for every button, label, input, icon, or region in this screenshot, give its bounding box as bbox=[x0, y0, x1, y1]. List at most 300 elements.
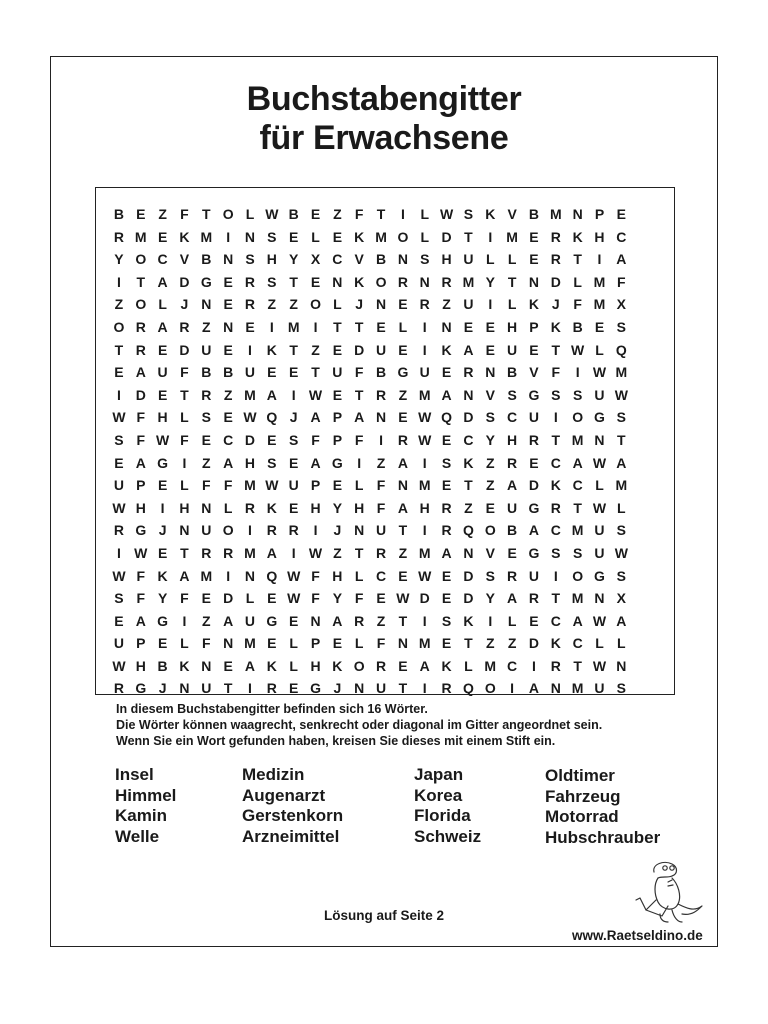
grid-cell[interactable]: N bbox=[244, 228, 256, 245]
grid-cell[interactable]: B bbox=[572, 318, 583, 335]
grid-cell[interactable]: L bbox=[398, 318, 408, 335]
grid-cell[interactable]: L bbox=[245, 590, 255, 607]
grid-cell[interactable]: C bbox=[550, 522, 561, 539]
grid-cell[interactable]: S bbox=[551, 544, 561, 561]
grid-cell[interactable]: T bbox=[223, 680, 233, 697]
grid-cell[interactable]: I bbox=[510, 680, 515, 697]
grid-cell[interactable]: E bbox=[157, 386, 168, 403]
grid-cell[interactable]: R bbox=[113, 228, 124, 245]
grid-cell[interactable]: K bbox=[266, 499, 277, 516]
grid-cell[interactable]: E bbox=[398, 409, 408, 426]
grid-cell[interactable]: E bbox=[594, 318, 605, 335]
grid-cell[interactable]: U bbox=[507, 499, 518, 516]
grid-cell[interactable]: H bbox=[244, 454, 256, 471]
grid-cell[interactable]: N bbox=[310, 612, 321, 629]
grid-cell[interactable]: L bbox=[420, 228, 430, 245]
grid-cell[interactable]: A bbox=[354, 409, 365, 426]
grid-cell[interactable]: A bbox=[572, 454, 583, 471]
grid-cell[interactable]: R bbox=[550, 228, 561, 245]
grid-cell[interactable]: F bbox=[180, 431, 189, 448]
grid-cell[interactable]: R bbox=[244, 499, 256, 516]
grid-cell[interactable]: C bbox=[550, 612, 561, 629]
grid-cell[interactable]: U bbox=[244, 364, 256, 381]
grid-cell[interactable]: C bbox=[572, 477, 583, 494]
grid-cell[interactable]: D bbox=[550, 273, 561, 290]
grid-cell[interactable]: M bbox=[615, 364, 628, 381]
grid-cell[interactable]: A bbox=[266, 544, 277, 561]
grid-cell[interactable]: R bbox=[419, 296, 430, 313]
grid-cell[interactable]: R bbox=[354, 612, 365, 629]
grid-cell[interactable]: E bbox=[289, 680, 299, 697]
grid-cell[interactable]: B bbox=[375, 251, 387, 268]
grid-cell[interactable]: T bbox=[180, 386, 189, 403]
grid-cell[interactable]: C bbox=[507, 409, 518, 426]
grid-cell[interactable]: N bbox=[397, 477, 408, 494]
grid-cell[interactable]: F bbox=[354, 590, 364, 607]
grid-cell[interactable]: M bbox=[375, 228, 387, 245]
grid-cell[interactable]: S bbox=[267, 228, 277, 245]
grid-cell[interactable]: E bbox=[529, 454, 539, 471]
grid-cell[interactable]: A bbox=[135, 612, 146, 629]
grid-cell[interactable]: N bbox=[179, 680, 190, 697]
grid-cell[interactable]: E bbox=[289, 612, 299, 629]
grid-cell[interactable]: M bbox=[418, 544, 431, 561]
grid-cell[interactable]: E bbox=[267, 590, 277, 607]
grid-cell[interactable]: A bbox=[332, 612, 343, 629]
grid-cell[interactable]: Y bbox=[332, 499, 343, 516]
grid-cell[interactable]: U bbox=[463, 296, 474, 313]
grid-cell[interactable]: K bbox=[266, 341, 277, 358]
grid-cell[interactable]: E bbox=[223, 409, 233, 426]
grid-cell[interactable]: L bbox=[617, 635, 626, 652]
grid-cell[interactable]: Z bbox=[202, 454, 211, 471]
grid-cell[interactable]: Q bbox=[266, 567, 278, 584]
grid-cell[interactable]: U bbox=[528, 409, 540, 426]
grid-cell[interactable]: I bbox=[532, 657, 536, 674]
grid-cell[interactable]: E bbox=[529, 228, 539, 245]
grid-cell[interactable]: K bbox=[157, 567, 168, 584]
grid-cell[interactable]: T bbox=[136, 273, 146, 290]
grid-cell[interactable]: D bbox=[441, 228, 452, 245]
grid-cell[interactable]: A bbox=[223, 454, 234, 471]
grid-cell[interactable]: N bbox=[397, 635, 408, 652]
grid-cell[interactable]: M bbox=[200, 567, 213, 584]
grid-cell[interactable]: I bbox=[379, 431, 383, 448]
grid-cell[interactable]: S bbox=[420, 251, 430, 268]
grid-cell[interactable]: F bbox=[573, 296, 582, 313]
grid-cell[interactable]: V bbox=[179, 251, 190, 268]
grid-cell[interactable]: R bbox=[113, 522, 124, 539]
grid-cell[interactable]: X bbox=[616, 590, 626, 607]
grid-cell[interactable]: E bbox=[529, 612, 539, 629]
grid-cell[interactable]: S bbox=[114, 590, 124, 607]
grid-cell[interactable]: T bbox=[573, 251, 582, 268]
grid-cell[interactable]: Z bbox=[223, 386, 233, 403]
grid-cell[interactable]: L bbox=[595, 635, 604, 652]
grid-cell[interactable]: T bbox=[464, 635, 473, 652]
grid-cell[interactable]: G bbox=[331, 454, 343, 471]
grid-cell[interactable]: D bbox=[419, 590, 430, 607]
grid-cell[interactable]: L bbox=[573, 273, 582, 290]
grid-cell[interactable]: T bbox=[376, 206, 386, 222]
grid-cell[interactable]: Z bbox=[158, 206, 167, 222]
grid-cell[interactable]: G bbox=[310, 680, 321, 697]
grid-cell[interactable]: E bbox=[223, 657, 233, 674]
grid-cell[interactable]: S bbox=[441, 612, 452, 629]
grid-cell[interactable]: E bbox=[267, 635, 277, 652]
grid-cell[interactable]: S bbox=[572, 386, 583, 403]
grid-cell[interactable]: E bbox=[267, 364, 277, 381]
grid-cell[interactable]: W bbox=[287, 567, 301, 584]
grid-cell[interactable]: O bbox=[572, 409, 584, 426]
grid-cell[interactable]: U bbox=[375, 341, 387, 358]
grid-cell[interactable]: N bbox=[463, 386, 474, 403]
grid-cell[interactable]: I bbox=[182, 612, 187, 629]
grid-cell[interactable]: N bbox=[375, 296, 387, 313]
grid-cell[interactable]: I bbox=[182, 454, 187, 471]
grid-cell[interactable]: U bbox=[419, 364, 430, 381]
grid-cell[interactable]: Z bbox=[442, 296, 451, 313]
grid-cell[interactable]: A bbox=[135, 454, 146, 471]
grid-cell[interactable]: V bbox=[529, 364, 539, 381]
grid-cell[interactable]: O bbox=[484, 522, 496, 539]
grid-cell[interactable]: I bbox=[248, 522, 252, 539]
grid-cell[interactable]: R bbox=[550, 251, 561, 268]
grid-cell[interactable]: F bbox=[202, 635, 211, 652]
grid-cell[interactable]: E bbox=[201, 590, 211, 607]
grid-cell[interactable]: G bbox=[594, 409, 605, 426]
grid-cell[interactable]: K bbox=[550, 318, 561, 335]
grid-cell[interactable]: K bbox=[441, 657, 452, 674]
grid-cell[interactable]: U bbox=[201, 680, 212, 697]
grid-cell[interactable]: E bbox=[310, 273, 321, 290]
grid-cell[interactable]: P bbox=[136, 477, 146, 494]
grid-cell[interactable]: W bbox=[592, 454, 607, 471]
grid-cell[interactable]: I bbox=[291, 386, 296, 403]
grid-cell[interactable]: F bbox=[311, 590, 320, 607]
grid-cell[interactable]: E bbox=[441, 431, 452, 448]
grid-cell[interactable]: W bbox=[287, 590, 301, 607]
grid-cell[interactable]: T bbox=[354, 318, 364, 335]
grid-cell[interactable]: M bbox=[549, 206, 562, 222]
grid-cell[interactable]: R bbox=[288, 522, 299, 539]
grid-cell[interactable]: H bbox=[354, 499, 365, 516]
grid-cell[interactable]: Q bbox=[615, 341, 627, 358]
grid-cell[interactable]: Z bbox=[376, 454, 386, 471]
grid-cell[interactable]: R bbox=[507, 567, 518, 584]
grid-cell[interactable]: E bbox=[332, 477, 343, 494]
grid-cell[interactable]: K bbox=[485, 206, 496, 222]
grid-cell[interactable]: M bbox=[287, 318, 300, 335]
website-link[interactable]: www.Raetseldino.de bbox=[572, 928, 703, 943]
grid-cell[interactable]: L bbox=[507, 612, 517, 629]
grid-cell[interactable]: Z bbox=[333, 544, 342, 561]
grid-cell[interactable]: B bbox=[528, 206, 540, 222]
grid-cell[interactable]: I bbox=[116, 386, 121, 403]
grid-cell[interactable]: M bbox=[244, 386, 256, 403]
grid-cell[interactable]: E bbox=[157, 544, 168, 561]
grid-cell[interactable]: P bbox=[332, 409, 343, 426]
grid-cell[interactable]: D bbox=[179, 273, 190, 290]
grid-cell[interactable]: A bbox=[397, 499, 408, 516]
grid-cell[interactable]: T bbox=[354, 386, 364, 403]
grid-cell[interactable]: S bbox=[245, 251, 255, 268]
grid-cell[interactable]: E bbox=[441, 477, 452, 494]
grid-cell[interactable]: F bbox=[136, 590, 146, 607]
grid-cell[interactable]: M bbox=[593, 296, 606, 313]
grid-cell[interactable]: O bbox=[310, 296, 321, 313]
grid-cell[interactable]: I bbox=[422, 454, 427, 471]
grid-cell[interactable]: O bbox=[135, 251, 147, 268]
grid-cell[interactable]: H bbox=[507, 318, 518, 335]
grid-cell[interactable]: W bbox=[592, 657, 607, 674]
grid-cell[interactable]: F bbox=[180, 206, 189, 222]
grid-cell[interactable]: A bbox=[223, 612, 234, 629]
grid-cell[interactable]: L bbox=[180, 477, 189, 494]
grid-cell[interactable]: M bbox=[571, 431, 584, 448]
grid-cell[interactable]: O bbox=[222, 206, 234, 222]
grid-cell[interactable]: M bbox=[200, 228, 213, 245]
grid-cell[interactable]: T bbox=[311, 364, 320, 381]
grid-cell[interactable]: L bbox=[507, 296, 517, 313]
grid-cell[interactable]: W bbox=[592, 499, 607, 516]
grid-cell[interactable]: A bbox=[310, 409, 321, 426]
grid-cell[interactable]: A bbox=[616, 454, 627, 471]
grid-cell[interactable]: R bbox=[135, 341, 146, 358]
grid-cell[interactable]: A bbox=[616, 612, 627, 629]
grid-cell[interactable]: K bbox=[463, 612, 474, 629]
grid-cell[interactable]: R bbox=[441, 522, 452, 539]
grid-cell[interactable]: A bbox=[528, 680, 540, 697]
grid-cell[interactable]: I bbox=[248, 680, 252, 697]
grid-cell[interactable]: R bbox=[113, 680, 124, 697]
grid-cell[interactable]: N bbox=[354, 522, 365, 539]
grid-cell[interactable]: S bbox=[267, 454, 277, 471]
grid-cell[interactable]: A bbox=[157, 318, 168, 335]
grid-cell[interactable]: E bbox=[157, 341, 168, 358]
grid-cell[interactable]: E bbox=[441, 567, 452, 584]
grid-cell[interactable]: N bbox=[616, 657, 627, 674]
grid-cell[interactable]: M bbox=[244, 544, 256, 561]
grid-cell[interactable]: A bbox=[616, 251, 627, 268]
grid-cell[interactable]: H bbox=[310, 499, 321, 516]
grid-cell[interactable]: R bbox=[507, 454, 518, 471]
grid-cell[interactable]: N bbox=[332, 273, 343, 290]
grid-cell[interactable]: S bbox=[616, 409, 626, 426]
grid-cell[interactable]: N bbox=[550, 680, 561, 697]
grid-cell[interactable]: E bbox=[529, 341, 539, 358]
grid-cell[interactable]: R bbox=[550, 499, 561, 516]
grid-cell[interactable]: T bbox=[573, 499, 582, 516]
grid-cell[interactable]: Z bbox=[311, 341, 320, 358]
grid-cell[interactable]: H bbox=[266, 251, 277, 268]
grid-cell[interactable]: K bbox=[354, 273, 365, 290]
grid-cell[interactable]: F bbox=[376, 499, 386, 516]
grid-cell[interactable]: E bbox=[332, 635, 343, 652]
grid-cell[interactable]: I bbox=[422, 318, 427, 335]
grid-cell[interactable]: A bbox=[244, 657, 256, 674]
grid-cell[interactable]: B bbox=[201, 364, 212, 381]
grid-cell[interactable]: E bbox=[485, 341, 495, 358]
grid-cell[interactable]: L bbox=[180, 635, 189, 652]
grid-cell[interactable]: J bbox=[180, 296, 189, 313]
grid-cell[interactable]: I bbox=[400, 206, 405, 222]
grid-cell[interactable]: P bbox=[529, 318, 539, 335]
grid-cell[interactable]: Z bbox=[114, 296, 124, 313]
grid-cell[interactable]: S bbox=[616, 318, 626, 335]
grid-cell[interactable]: F bbox=[311, 567, 320, 584]
grid-cell[interactable]: I bbox=[226, 567, 231, 584]
grid-cell[interactable]: W bbox=[308, 544, 323, 561]
grid-cell[interactable]: O bbox=[484, 680, 496, 697]
grid-cell[interactable]: I bbox=[291, 544, 296, 561]
grid-cell[interactable]: D bbox=[463, 409, 474, 426]
grid-cell[interactable]: Z bbox=[202, 318, 211, 335]
grid-cell[interactable]: W bbox=[134, 544, 148, 561]
grid-cell[interactable]: I bbox=[313, 522, 318, 539]
grid-cell[interactable]: C bbox=[375, 567, 387, 584]
grid-cell[interactable]: W bbox=[592, 612, 607, 629]
grid-cell[interactable]: M bbox=[571, 522, 584, 539]
grid-cell[interactable]: P bbox=[594, 206, 605, 222]
grid-cell[interactable]: U bbox=[463, 251, 474, 268]
grid-cell[interactable]: L bbox=[595, 341, 604, 358]
grid-cell[interactable]: A bbox=[441, 386, 452, 403]
grid-cell[interactable]: M bbox=[418, 386, 431, 403]
grid-cell[interactable]: B bbox=[201, 251, 212, 268]
grid-cell[interactable]: K bbox=[550, 477, 561, 494]
grid-cell[interactable]: L bbox=[617, 499, 626, 516]
grid-cell[interactable]: E bbox=[398, 657, 408, 674]
grid-cell[interactable]: E bbox=[114, 454, 124, 471]
grid-cell[interactable]: R bbox=[244, 273, 256, 290]
grid-cell[interactable]: W bbox=[112, 409, 126, 426]
grid-cell[interactable]: R bbox=[375, 544, 387, 561]
grid-cell[interactable]: S bbox=[572, 544, 583, 561]
grid-cell[interactable]: L bbox=[420, 206, 430, 222]
grid-cell[interactable]: H bbox=[157, 409, 168, 426]
grid-cell[interactable]: Q bbox=[462, 522, 474, 539]
grid-cell[interactable]: D bbox=[179, 341, 190, 358]
grid-cell[interactable]: A bbox=[572, 612, 583, 629]
grid-cell[interactable]: O bbox=[375, 273, 387, 290]
grid-cell[interactable]: T bbox=[551, 341, 561, 358]
grid-cell[interactable]: M bbox=[462, 273, 475, 290]
grid-cell[interactable]: W bbox=[265, 206, 279, 222]
grid-cell[interactable]: T bbox=[551, 590, 561, 607]
grid-cell[interactable]: B bbox=[288, 206, 299, 222]
grid-cell[interactable]: Y bbox=[485, 431, 495, 448]
grid-cell[interactable]: D bbox=[244, 431, 256, 448]
grid-cell[interactable]: Z bbox=[267, 296, 277, 313]
grid-cell[interactable]: E bbox=[332, 386, 343, 403]
grid-cell[interactable]: Y bbox=[485, 273, 495, 290]
grid-cell[interactable]: Y bbox=[485, 590, 495, 607]
grid-cell[interactable]: F bbox=[311, 431, 320, 448]
grid-cell[interactable]: J bbox=[158, 680, 167, 697]
grid-cell[interactable]: O bbox=[135, 296, 147, 313]
grid-cell[interactable]: J bbox=[289, 409, 298, 426]
grid-cell[interactable]: E bbox=[223, 341, 233, 358]
grid-cell[interactable]: I bbox=[597, 251, 602, 268]
grid-cell[interactable]: I bbox=[553, 409, 558, 426]
grid-cell[interactable]: I bbox=[116, 544, 121, 561]
grid-cell[interactable]: G bbox=[200, 273, 212, 290]
grid-cell[interactable]: N bbox=[528, 273, 540, 290]
grid-cell[interactable]: N bbox=[419, 273, 430, 290]
grid-cell[interactable]: D bbox=[223, 590, 234, 607]
grid-cell[interactable]: W bbox=[112, 567, 126, 584]
grid-cell[interactable]: J bbox=[551, 296, 560, 313]
grid-cell[interactable]: I bbox=[488, 228, 493, 245]
grid-cell[interactable]: S bbox=[441, 454, 452, 471]
grid-cell[interactable]: Z bbox=[289, 296, 298, 313]
grid-cell[interactable]: Z bbox=[507, 635, 517, 652]
grid-cell[interactable]: L bbox=[354, 635, 364, 652]
grid-cell[interactable]: P bbox=[310, 477, 321, 494]
grid-cell[interactable]: R bbox=[550, 657, 561, 674]
grid-cell[interactable]: N bbox=[244, 567, 256, 584]
grid-cell[interactable]: M bbox=[506, 228, 518, 245]
grid-cell[interactable]: K bbox=[179, 228, 190, 245]
grid-cell[interactable]: R bbox=[201, 386, 212, 403]
grid-cell[interactable]: U bbox=[594, 386, 605, 403]
grid-cell[interactable]: Z bbox=[202, 612, 211, 629]
grid-cell[interactable]: M bbox=[244, 477, 256, 494]
grid-cell[interactable]: L bbox=[180, 409, 189, 426]
grid-cell[interactable]: L bbox=[354, 477, 364, 494]
grid-cell[interactable]: C bbox=[463, 431, 474, 448]
grid-cell[interactable]: V bbox=[485, 386, 495, 403]
grid-cell[interactable]: N bbox=[179, 522, 190, 539]
grid-cell[interactable]: K bbox=[550, 635, 561, 652]
grid-cell[interactable]: N bbox=[201, 499, 212, 516]
grid-cell[interactable]: R bbox=[441, 499, 452, 516]
grid-cell[interactable]: R bbox=[266, 522, 277, 539]
grid-cell[interactable]: A bbox=[397, 454, 408, 471]
grid-cell[interactable]: I bbox=[116, 273, 121, 290]
grid-cell[interactable]: D bbox=[528, 477, 540, 494]
grid-cell[interactable]: E bbox=[223, 273, 233, 290]
grid-cell[interactable]: N bbox=[397, 251, 408, 268]
grid-cell[interactable]: W bbox=[614, 386, 628, 403]
grid-cell[interactable]: H bbox=[507, 431, 518, 448]
grid-cell[interactable]: H bbox=[332, 567, 343, 584]
grid-cell[interactable]: T bbox=[398, 680, 408, 697]
grid-cell[interactable]: A bbox=[266, 386, 277, 403]
grid-cell[interactable]: K bbox=[354, 228, 365, 245]
grid-cell[interactable]: I bbox=[422, 680, 427, 697]
grid-cell[interactable]: H bbox=[135, 499, 146, 516]
grid-cell[interactable]: D bbox=[463, 590, 474, 607]
grid-cell[interactable]: Q bbox=[462, 680, 474, 697]
grid-cell[interactable]: U bbox=[113, 477, 124, 494]
grid-cell[interactable]: F bbox=[136, 431, 146, 448]
grid-cell[interactable]: U bbox=[507, 341, 518, 358]
grid-cell[interactable]: U bbox=[528, 567, 540, 584]
grid-cell[interactable]: H bbox=[441, 251, 452, 268]
grid-cell[interactable]: I bbox=[575, 364, 580, 381]
grid-cell[interactable]: S bbox=[616, 567, 626, 584]
grid-cell[interactable]: O bbox=[572, 567, 584, 584]
grid-cell[interactable]: I bbox=[269, 318, 274, 335]
grid-cell[interactable]: F bbox=[136, 567, 146, 584]
grid-cell[interactable]: J bbox=[355, 296, 364, 313]
grid-cell[interactable]: R bbox=[135, 318, 146, 335]
grid-cell[interactable]: F bbox=[354, 431, 364, 448]
grid-cell[interactable]: G bbox=[397, 364, 409, 381]
grid-cell[interactable]: S bbox=[485, 567, 495, 584]
